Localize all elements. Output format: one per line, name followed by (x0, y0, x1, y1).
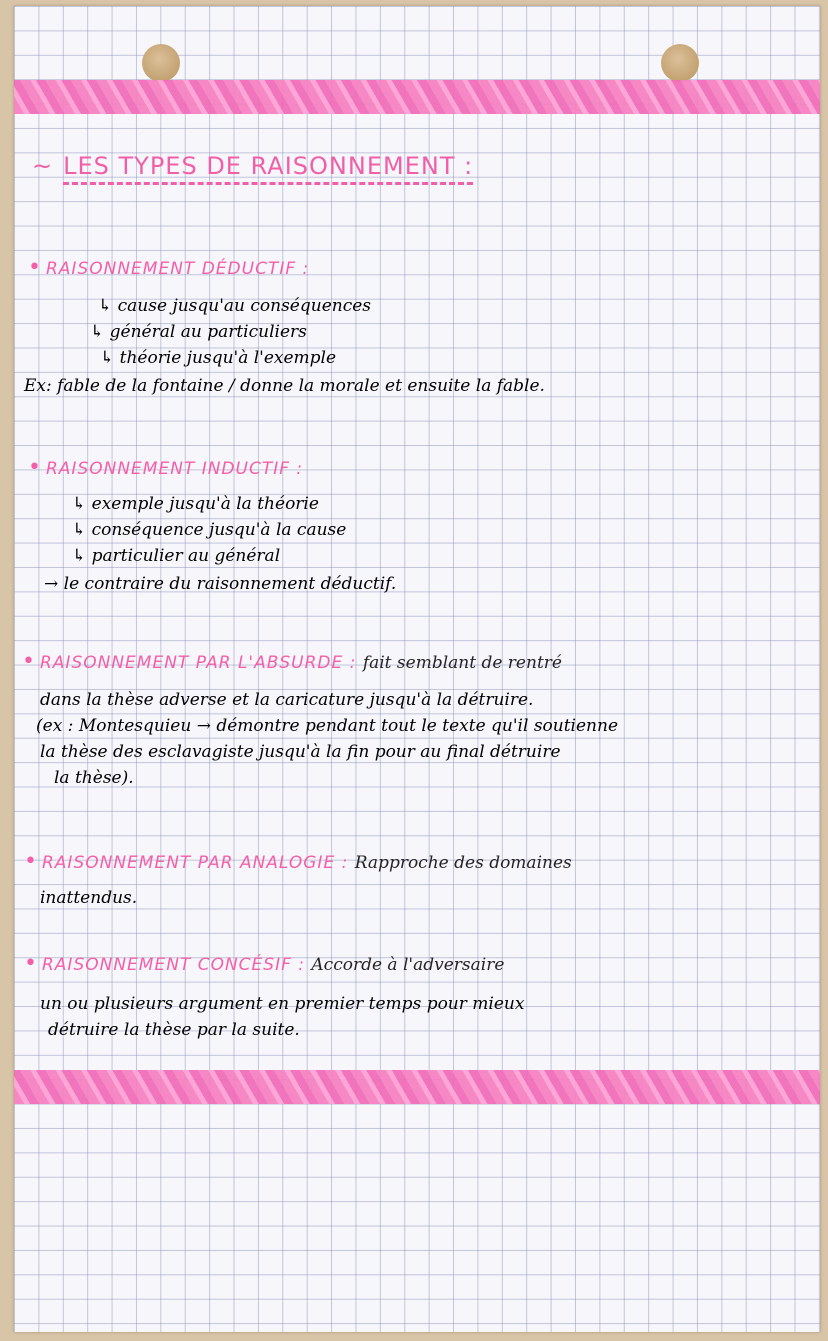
heading-concessif: • RAISONNEMENT CONCÉSIF : Accorde à l'adversaire (24, 951, 505, 976)
bullet-icon: • (24, 951, 38, 976)
list-item: ↳ particulier au général (72, 546, 281, 566)
definition-text: fait semblant de rentré (362, 653, 562, 673)
body-line: la thèse). (54, 768, 134, 788)
punch-hole-left (142, 44, 180, 82)
note-text: → le contraire du raisonnement déductif. (44, 574, 397, 594)
body-line: dans la thèse adverse et la caricature jusqu'à la détruire. (40, 690, 534, 710)
page-title (32, 152, 473, 180)
body-line: détruire la thèse par la suite. (48, 1020, 300, 1040)
bullet-icon: • (22, 649, 36, 674)
page-title-text: LES TYPES DE RAISONNEMENT : (63, 152, 473, 185)
list-item: ↳ conséquence jusqu'à la cause (72, 520, 347, 540)
body-line: (ex : Montesquieu → démontre pendant tout le texte qu'il soutienne (36, 716, 619, 736)
body-line: inattendus. (40, 888, 138, 908)
definition-text: Accorde à l'adversaire (311, 955, 505, 975)
list-item: ↳ exemple jusqu'à la théorie (72, 494, 319, 514)
bullet-icon: • (24, 849, 38, 874)
list-item: ↳ théorie jusqu'à l'exemple (100, 348, 337, 368)
bullet-icon: • (28, 455, 42, 480)
example-text: Ex: fable de la fontaine / donne la morale et ensuite la fable. (24, 376, 545, 396)
title-ornament: ~ (32, 152, 54, 180)
punch-hole-right (661, 44, 699, 82)
heading-absurde: • RAISONNEMENT PAR L'ABSURDE : fait semblant de rentré (22, 649, 562, 674)
top-highlighter-band (14, 80, 820, 114)
heading-deductif: • RAISONNEMENT DÉDUCTIF : (28, 255, 310, 280)
bottom-highlighter-band (14, 1070, 820, 1104)
list-item: ↳ général au particuliers (90, 322, 307, 342)
list-item: ↳ cause jusqu'au conséquences (98, 296, 372, 316)
bullet-icon: • (28, 255, 42, 280)
body-line: la thèse des esclavagiste jusqu'à la fin pour au final détruire (40, 742, 561, 762)
body-line: un ou plusieurs argument en premier temps pour mieux (40, 994, 525, 1014)
definition-text: Rapproche des domaines (354, 853, 572, 873)
heading-analogie: • RAISONNEMENT PAR ANALOGIE : Rapproche des domaines (24, 849, 572, 874)
notebook-sheet (14, 6, 820, 1332)
heading-inductif: • RAISONNEMENT INDUCTIF : (28, 455, 304, 480)
